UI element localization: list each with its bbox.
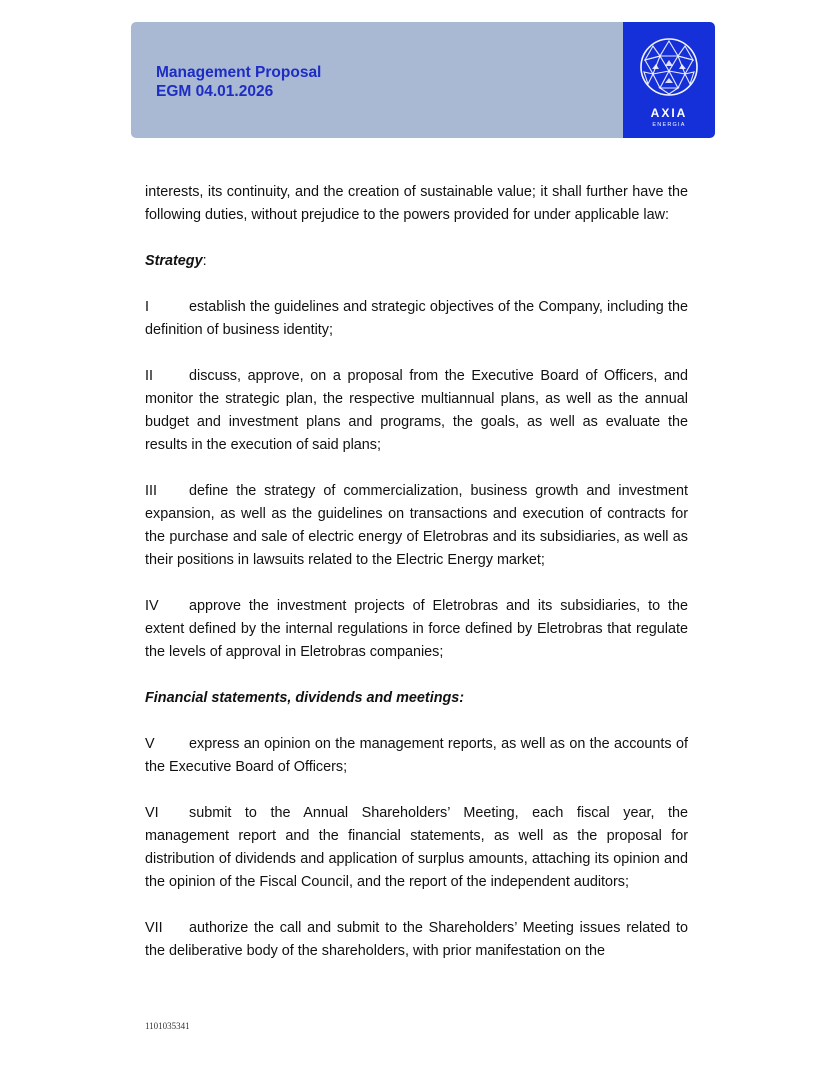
list-item	[145, 296, 688, 342]
item-number: VI	[145, 805, 159, 821]
item-text: define the strategy of commercialization, business growth and investment expansion, as well as the guidelines on transactions and execution of contracts for the purchase and sale of electric energy of Eletrobras and its subsidiaries, as well as their positions in lawsuits related to the Electric Energy market;	[145, 483, 688, 568]
item-number: II	[145, 368, 153, 384]
item-number: V	[145, 736, 155, 752]
list-item	[145, 365, 688, 457]
list-item	[145, 802, 688, 894]
section-heading-financial: Financial statements, dividends and meetings:	[145, 690, 465, 706]
item-text: authorize the call and submit to the Shareholders’ Meeting issues related to the deliberative body of the shareholders, with prior manifestation on the	[145, 920, 688, 959]
strategy-heading-text: Strategy	[145, 253, 203, 269]
strategy-heading-colon: :	[202, 253, 207, 269]
item-text: discuss, approve, on a proposal from the Executive Board of Officers, and monitor the strategic plan, the respective multiannual plans, as well as the annual budget and investment plans and programs, the goals, as well as evaluate the results in the execution of said plans;	[145, 368, 688, 453]
section-heading-strategy	[145, 250, 688, 273]
list-item	[145, 733, 688, 779]
footer-document-id: 1101035341	[145, 1021, 190, 1031]
item-number: III	[145, 483, 157, 499]
item-number: I	[145, 299, 149, 315]
item-text: express an opinion on the management reports, as well as on the accounts of the Executive Board of Officers;	[145, 736, 688, 775]
axia-logo	[623, 22, 715, 138]
item-text: establish the guidelines and strategic objectives of the Company, including the definition of business identity;	[145, 299, 688, 338]
item-text: approve the investment projects of Eletrobras and its subsidiaries, to the extent defined by the internal regulations in force defined by Eletrobras that regulate the levels of approval in Eletrobras companies;	[145, 598, 688, 660]
title-line-1: Management Proposal	[156, 64, 322, 81]
logo-brand-text: AXIA	[650, 106, 688, 120]
list-item	[145, 595, 688, 664]
item-text: submit to the Annual Shareholders’ Meeting, each fiscal year, the management report and the financial statements, as well as the proposal for distribution of dividends and application of surplus amounts, attaching its opinion and the opinion of the Fiscal Council, and the report of the independent auditors;	[145, 805, 688, 890]
globe-icon	[638, 36, 700, 98]
list-item	[145, 480, 688, 572]
document-title	[156, 63, 321, 101]
item-number: VII	[145, 920, 163, 936]
logo-sub-text: ENERGIA	[652, 122, 686, 128]
list-item	[145, 917, 688, 963]
item-number: IV	[145, 598, 159, 614]
title-line-2: EGM 04.01.2026	[156, 83, 274, 100]
intro-paragraph: interests, its continuity, and the creation of sustainable value; it shall further have the following duties, without prejudice to the powers provided for under applicable law:	[145, 184, 688, 223]
document-body	[145, 181, 688, 986]
